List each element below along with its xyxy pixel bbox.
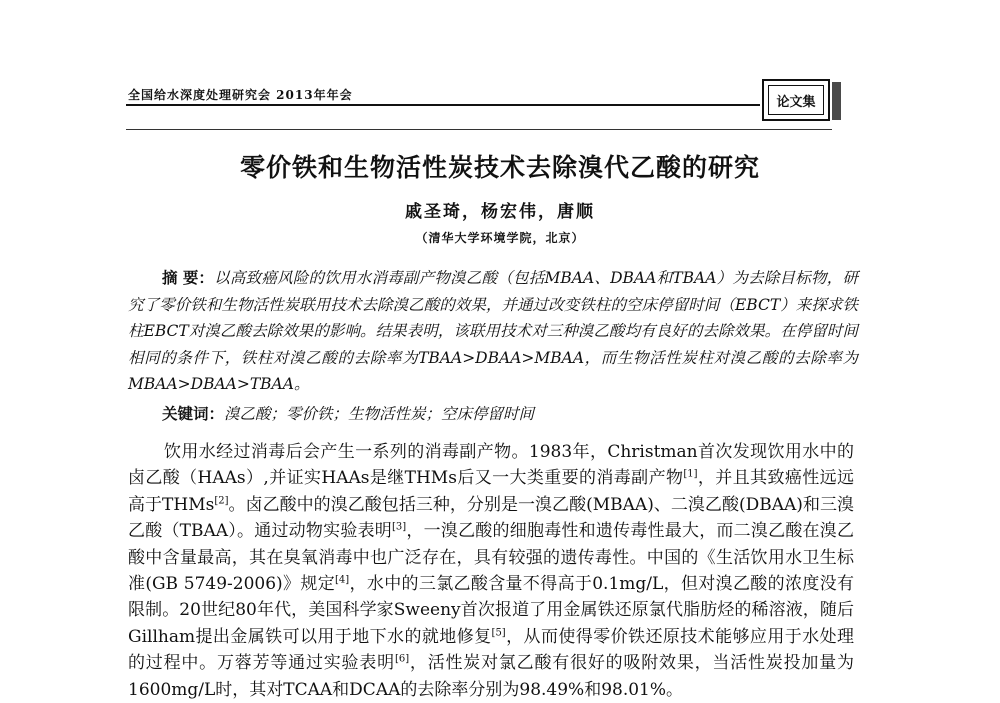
abstract-label: 摘 要： [162,268,214,287]
citation-1: [1] [683,468,698,480]
keywords-text: 溴乙酸；零价铁；生物活性炭；空床停留时间 [224,405,535,423]
header-underline [126,129,832,130]
paper-authors: 戚圣琦，杨宏伟，唐顺 [405,202,595,222]
body-paragraph [128,439,854,703]
keywords [162,401,862,427]
body-text-7: ，活性炭对氯乙酸有很好的吸附效果，当活性炭投加量为1600mg/L时，其对TCAA和DCAA的去除率分别为98.49%和98.01%。 [128,653,855,700]
citation-6: [6] [394,653,410,665]
body-text-2: ，并且其致癌性远远高于THMs [128,468,855,515]
section-tag-box [762,79,830,121]
abstract-text: 以高致癌风险的饮用水消毒副产物溴乙酸（包括MBAA、DBAA和TBAA）为去除目标物，研究了零价铁和生物活性炭联用技术去除溴乙酸的效果，并通过改变铁柱的空床停留时间（EBCT）来探求铁柱EBCT对溴乙酸去除效果的影响。结果表明，该联用技术对三种溴乙酸均有良好的去除效果。在停留时间相同的条件下，铁柱对溴乙酸的去除率为TBAA>DBAA>MBAA，而生物活性炭柱对溴乙酸的去除率为MBAA>DBAA>TBAA。 [128,269,858,393]
header-rule [126,104,760,106]
body-text-1: 饮用水经过消毒后会产生一系列的消毒副产物。1983年，Christman首次发现饮用水中的卤乙酸（HAAs）,并证实HAAs是继THMs后又一大类重要的消毒副产物 [128,442,854,489]
section-tag-label: 论文集 [776,94,816,110]
abstract [128,265,858,398]
body-text-6: ，从而使得零价铁还原技术能够应用于水处理的过程中。万蓉芳等通过实验表明 [128,626,854,674]
citation-4: [4] [335,574,350,586]
keywords-label: 关键词： [162,404,225,423]
paper-title: 零价铁和生物活性炭技术去除溴代乙酸的研究 [239,153,760,182]
paper-affiliation: （清华大学环境学院，北京） [415,231,585,245]
citation-2: [2] [214,495,229,507]
citation-5: [5] [491,627,506,639]
section-tag-tab [832,82,841,120]
body-text-3: 。卤乙酸中的溴乙酸包括三种，分别是一溴乙酸(MBAA)、二溴乙酸(DBAA)和三溴乙酸（TBAA）。通过动物实验表明 [128,494,854,542]
body-text-5: ，水中的三氯乙酸含量不得高于0.1mg/L，但对溴乙酸的浓度没有限制。20世纪80年代，美国科学家Sweeny首次报道了用金属铁还原氯代脂肪烃的稀溶液，随后Gillham提出金属铁可以用于地下水的就地修复 [128,574,854,647]
proceedings-title: 全国给水深度处理研究会 2013年年会 [128,88,353,102]
body-text-4: ，一溴乙酸的细胞毒性和遗传毒性最大，而二溴乙酸在溴乙酸中含量最高，其在臭氧消毒中也广泛存在，具有较强的遗传毒性。中国的《生活饮用水卫生标准(GB 5749-2006)》规定 [128,521,854,595]
citation-3: [3] [392,521,407,533]
